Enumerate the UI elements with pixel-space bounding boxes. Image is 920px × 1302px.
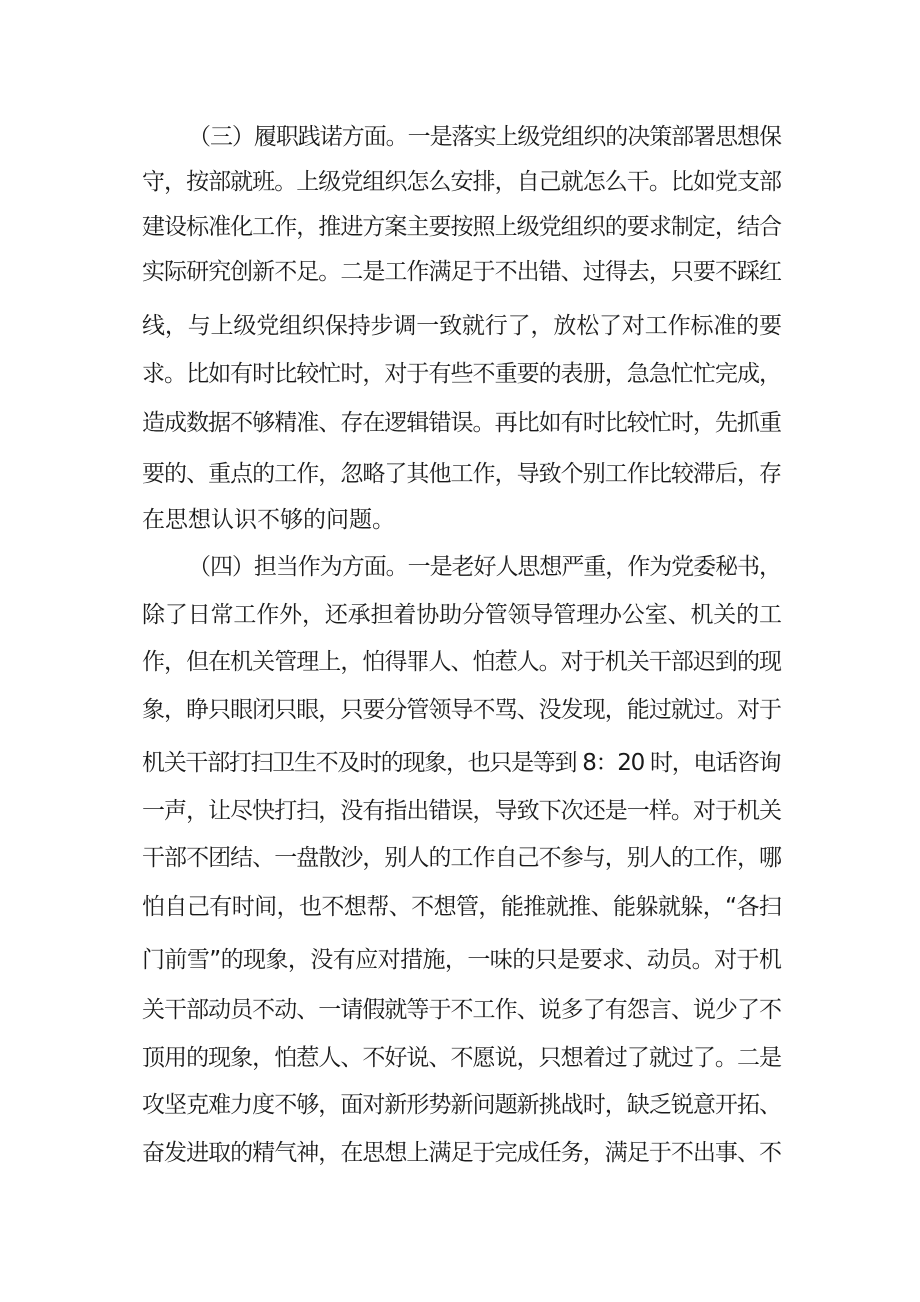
text-line: 要的、重点的工作，忽略了其他工作，导致个别工作比较滞后，存 [142,461,782,487]
text-line: 实际研究创新不足。二是工作满足于不出错、过得去，只要不踩红 [142,259,782,285]
text-line: 守，按部就班。上级党组织怎么安排，自己就怎么干。比如党支部 [142,169,782,195]
paragraph-4-heading-line: （四）担当作为方面。一是老好人思想严重，作为党委秘书， [188,554,781,580]
text-line: 求。比如有时比较忙时，对于有些不重要的表册，急急忙忙完成， [142,361,782,387]
text-line: 顶用的现象，怕惹人、不好说、不愿说，只想着过了就过了。二是 [142,1045,782,1071]
text-line: 关干部动员不动、一请假就等于不工作、说多了有怨言、说少了不 [142,997,782,1023]
text-line: 建设标准化工作，推进方案主要按照上级党组织的要求制定，结合 [142,214,782,240]
text-line: 攻坚克难力度不够，面对新形势新问题新挑战时，缺乏锐意开拓、 [142,1092,782,1118]
text-line: 奋发进取的精气神，在思想上满足于完成任务，满足于不出事、不 [142,1140,782,1166]
text-line: 造成数据不够精准、存在逻辑错误。再比如有时比较忙时，先抓重 [142,410,782,436]
text-line: 干部不团结、一盘散沙，别人的工作自己不参与，别人的工作，哪 [142,845,782,871]
text-line: 除了日常工作外，还承担着协助分管领导管理办公室、机关的工 [142,602,782,628]
text-line: 机关干部打扫卫生不及时的现象，也只是等到 8：20 时，电话咨询 [142,750,781,776]
text-line: 怕自己有时间，也不想帮、不想管，能推就推、能躲就躲，“各扫 [142,894,782,920]
text-line: 线，与上级党组织保持步调一致就行了，放松了对工作标准的要 [142,313,782,339]
text-line: 象，睁只眼闭只眼，只要分管领导不骂、没发现，能过就过。对于 [142,697,782,723]
text-line: 作，但在机关管理上，怕得罪人、怕惹人。对于机关干部迟到的现 [142,649,782,675]
text-line: 一声，让尽快打扫，没有指出错误，导致下次还是一样。对于机关 [142,798,782,824]
text-line: 在思想认识不够的问题。 [142,507,395,533]
text-line: 门前雪”的现象，没有应对措施，一味的只是要求、动员。对于机 [142,947,782,973]
paragraph-3-heading-line: （三）履职践诺方面。一是落实上级党组织的决策部署思想保 [188,124,781,150]
